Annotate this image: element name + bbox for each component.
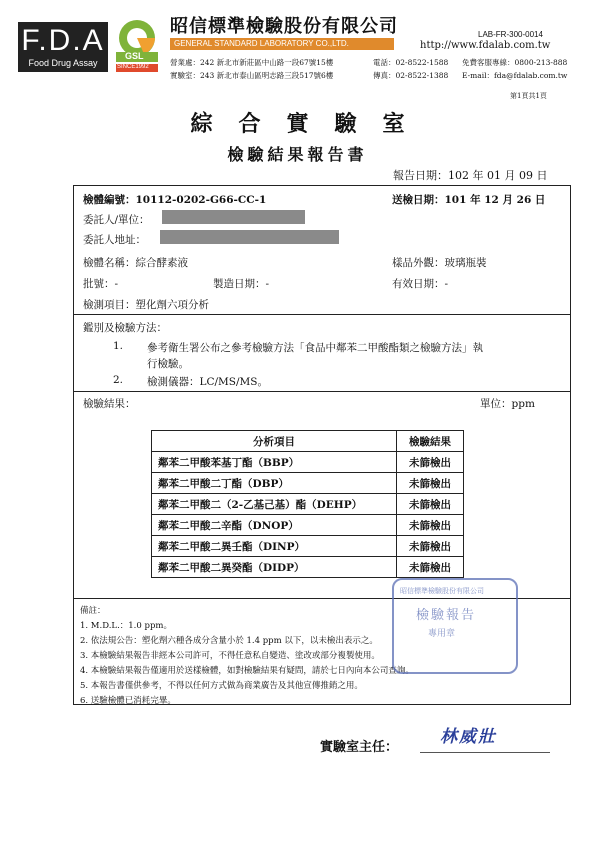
table-row — [152, 473, 464, 494]
stamp-company: 昭信標準檢驗股份有限公司 — [400, 587, 484, 595]
fda-logo-text: F.D.A — [21, 24, 105, 57]
divider — [73, 314, 571, 315]
gsl-text: GSL — [125, 51, 144, 61]
sample-name: 檢體名稱：綜合酵素液 — [83, 257, 188, 269]
client-label: 委託人/單位： — [83, 214, 150, 226]
analyte-result: 未篩檢出 — [397, 473, 464, 494]
analyte-result: 未篩檢出 — [397, 515, 464, 536]
office-phone: 電話：02-8522-1588 — [373, 58, 449, 67]
client-address-label: 委託人地址： — [83, 234, 146, 246]
table-row — [152, 557, 464, 578]
table-row — [152, 515, 464, 536]
method-item-number: 1. — [113, 340, 124, 352]
note-item: 4. 本檢驗結果報告僅適用於送樣檢體，如對檢驗結果有疑問，請於七日內向本公司查詢。 — [80, 666, 414, 676]
form-number: LAB-FR-300-0014 — [478, 30, 543, 39]
method-heading: 鑑別及檢驗方法： — [83, 322, 167, 334]
page-number: 第1頁共1頁 — [510, 92, 547, 100]
analyte-name: 鄰苯二甲酸苯基丁酯（BBP） — [152, 452, 397, 473]
analyte-name: 鄰苯二甲酸二（2-乙基己基）酯（DEHP） — [152, 494, 397, 515]
director-label: 實驗室主任： — [320, 740, 399, 755]
page-title: 綜合實驗室 — [190, 111, 431, 137]
table-header-row — [152, 431, 464, 452]
expiry-date: 有效日期：- — [392, 278, 449, 290]
office-address: 營業處：242 新北市新莊區中山路一段67號15樓 — [170, 58, 334, 67]
table-row — [152, 536, 464, 557]
test-item: 檢測項目：塑化劑六項分析 — [83, 299, 209, 311]
analyte-result: 未篩檢出 — [397, 536, 464, 557]
table-row — [152, 452, 464, 473]
notes-heading: 備註： — [80, 606, 106, 616]
official-stamp — [392, 578, 518, 674]
website-url[interactable]: http://www.fdalab.com.tw — [420, 40, 551, 51]
redacted-client — [162, 210, 305, 224]
analyte-name: 鄰苯二甲酸二丁酯（DBP） — [152, 473, 397, 494]
table-row — [152, 494, 464, 515]
toll-free-number: 免費客服專線：0800-213-888 — [462, 58, 568, 67]
method-item-text: 檢測儀器：LC/MS/MS。 — [147, 376, 268, 388]
analyte-result: 未篩檢出 — [397, 557, 464, 578]
fda-logo — [18, 22, 108, 72]
stamp-subtitle: 專用章 — [428, 629, 456, 639]
divider — [73, 391, 571, 392]
analyte-result: 未篩檢出 — [397, 452, 464, 473]
lab-address: 實驗室：243 新北市泰山區明志路三段517號6樓 — [170, 71, 334, 80]
analyte-name: 鄰苯二甲酸二異壬酯（DINP） — [152, 536, 397, 557]
analyte-result: 未篩檢出 — [397, 494, 464, 515]
method-item-text: 參考衛生署公布之參考檢驗方法「食品中鄰苯二甲酸酯類之檢驗方法」執 — [147, 342, 483, 354]
method-item-number: 2. — [113, 374, 124, 386]
send-date: 送檢日期：101 年 12 月 26 日 — [392, 194, 546, 206]
signature-line — [420, 752, 550, 753]
page-subtitle: 檢驗結果報告書 — [227, 145, 368, 164]
report-date: 報告日期：102 年 01 月 09 日 — [393, 169, 548, 182]
column-header: 檢驗結果 — [397, 431, 464, 452]
lab-fax: 傳真：02-8522-1388 — [373, 71, 449, 80]
email-address[interactable]: E-mail：fda@fdalab.com.tw — [462, 71, 568, 80]
results-unit: 單位：ppm — [480, 398, 535, 410]
results-table — [151, 430, 464, 578]
since-text: SINCE1992 — [117, 64, 149, 70]
note-item: 3. 本檢驗結果報告非經本公司許可，不得任意私自變造、塗改或部分複製使用。 — [80, 651, 380, 661]
company-name-zh: 昭信標準檢驗股份有限公司 — [170, 16, 398, 37]
handwritten-signature: 林威壯 — [440, 727, 497, 747]
note-item: 6. 送驗檢體已消耗完畢。 — [80, 696, 176, 706]
method-item-text: 行檢驗。 — [147, 358, 189, 370]
note-item: 2. 依法規公告：塑化劑六種各成分含量小於 1.4 ppm 以下，以未檢出表示之。 — [80, 636, 378, 646]
note-item: 5. 本報告書僅供參考，不得以任何方式做為商業廣告及其他宣傳推銷之用。 — [80, 681, 363, 691]
column-header: 分析項目 — [152, 431, 397, 452]
fda-logo-subtext: Food Drug Assay — [28, 58, 98, 68]
analyte-name: 鄰苯二甲酸二辛酯（DNOP） — [152, 515, 397, 536]
stamp-title: 檢驗報告 — [416, 608, 477, 623]
manufacture-date: 製造日期：- — [213, 278, 270, 290]
results-heading: 檢驗結果： — [83, 398, 136, 410]
analyte-name: 鄰苯二甲酸二異癸酯（DIDP） — [152, 557, 397, 578]
gsl-logo — [114, 18, 160, 74]
company-name-en: GENERAL STANDARD LABORATORY CO.,LTD. — [170, 38, 394, 50]
batch-number: 批號：- — [83, 278, 119, 290]
note-item: 1. M.D.L.：1.0 ppm。 — [80, 621, 172, 631]
redacted-address — [160, 230, 339, 244]
sample-appearance: 樣品外觀：玻璃瓶裝 — [392, 257, 487, 269]
sample-number: 檢體編號：10112-0202-G66-CC-1 — [83, 194, 267, 206]
